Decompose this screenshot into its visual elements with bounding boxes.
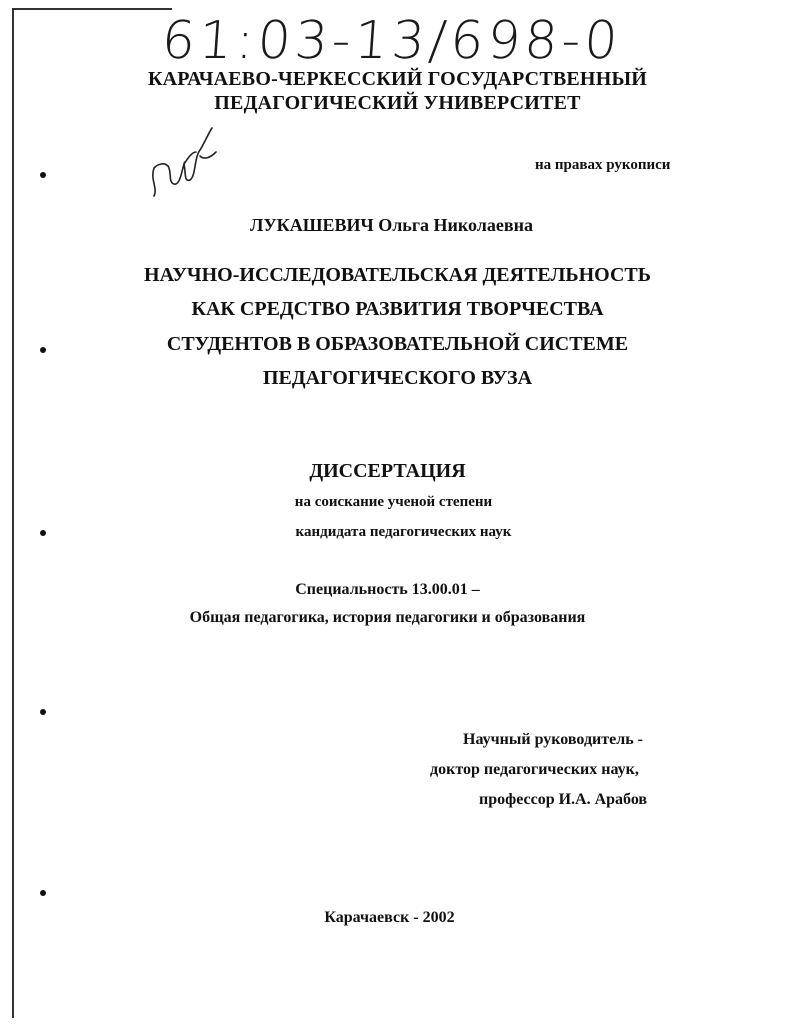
scan-mark <box>40 709 46 715</box>
handwritten-archive-code: 61:03-13/698-0 <box>159 11 624 71</box>
supervisor-degree: доктор педагогических наук, <box>430 761 639 778</box>
specialty-name: Общая педагогика, история педагогики и образования <box>189 609 586 626</box>
specialty-code: Специальность 13.00.01 – <box>295 581 480 598</box>
university-name-line-2: ПЕДАГОГИЧЕСКИЙ УНИВЕРСИТЕТ <box>214 92 581 114</box>
supervisor-label: Научный руководитель - <box>463 731 643 748</box>
work-type-heading: ДИССЕРТАЦИЯ <box>309 460 466 482</box>
title-line-1: НАУЧНО-ИССЛЕДОВАТЕЛЬСКАЯ ДЕЯТЕЛЬНОСТЬ <box>144 264 651 286</box>
title-line-3: СТУДЕНТОВ В ОБРАЗОВАТЕЛЬНОЙ СИСТЕМЕ <box>166 333 629 355</box>
university-name-line-1: КАРАЧАЕВО-ЧЕРКЕССКИЙ ГОСУДАРСТВЕННЫЙ <box>147 68 648 90</box>
page-border-left <box>12 8 14 1018</box>
title-line-2: КАК СРЕДСТВО РАЗВИТИЯ ТВОРЧЕСТВА <box>191 298 604 320</box>
handwritten-signature <box>140 122 230 202</box>
page-border-top <box>12 8 172 10</box>
author-name: ЛУКАШЕВИЧ Ольга Николаевна <box>250 215 533 235</box>
scan-mark <box>40 890 46 896</box>
rights-note: на правах рукописи <box>535 157 671 173</box>
degree-line-1: на соискание ученой степени <box>294 494 493 510</box>
degree-line-2: кандидата педагогических наук <box>295 524 512 540</box>
place-and-year: Карачаевск - 2002 <box>324 909 455 926</box>
scan-mark <box>40 172 46 178</box>
supervisor-name: профессор И.А. Арабов <box>479 791 648 808</box>
title-line-4: ПЕДАГОГИЧЕСКОГО ВУЗА <box>262 367 533 389</box>
